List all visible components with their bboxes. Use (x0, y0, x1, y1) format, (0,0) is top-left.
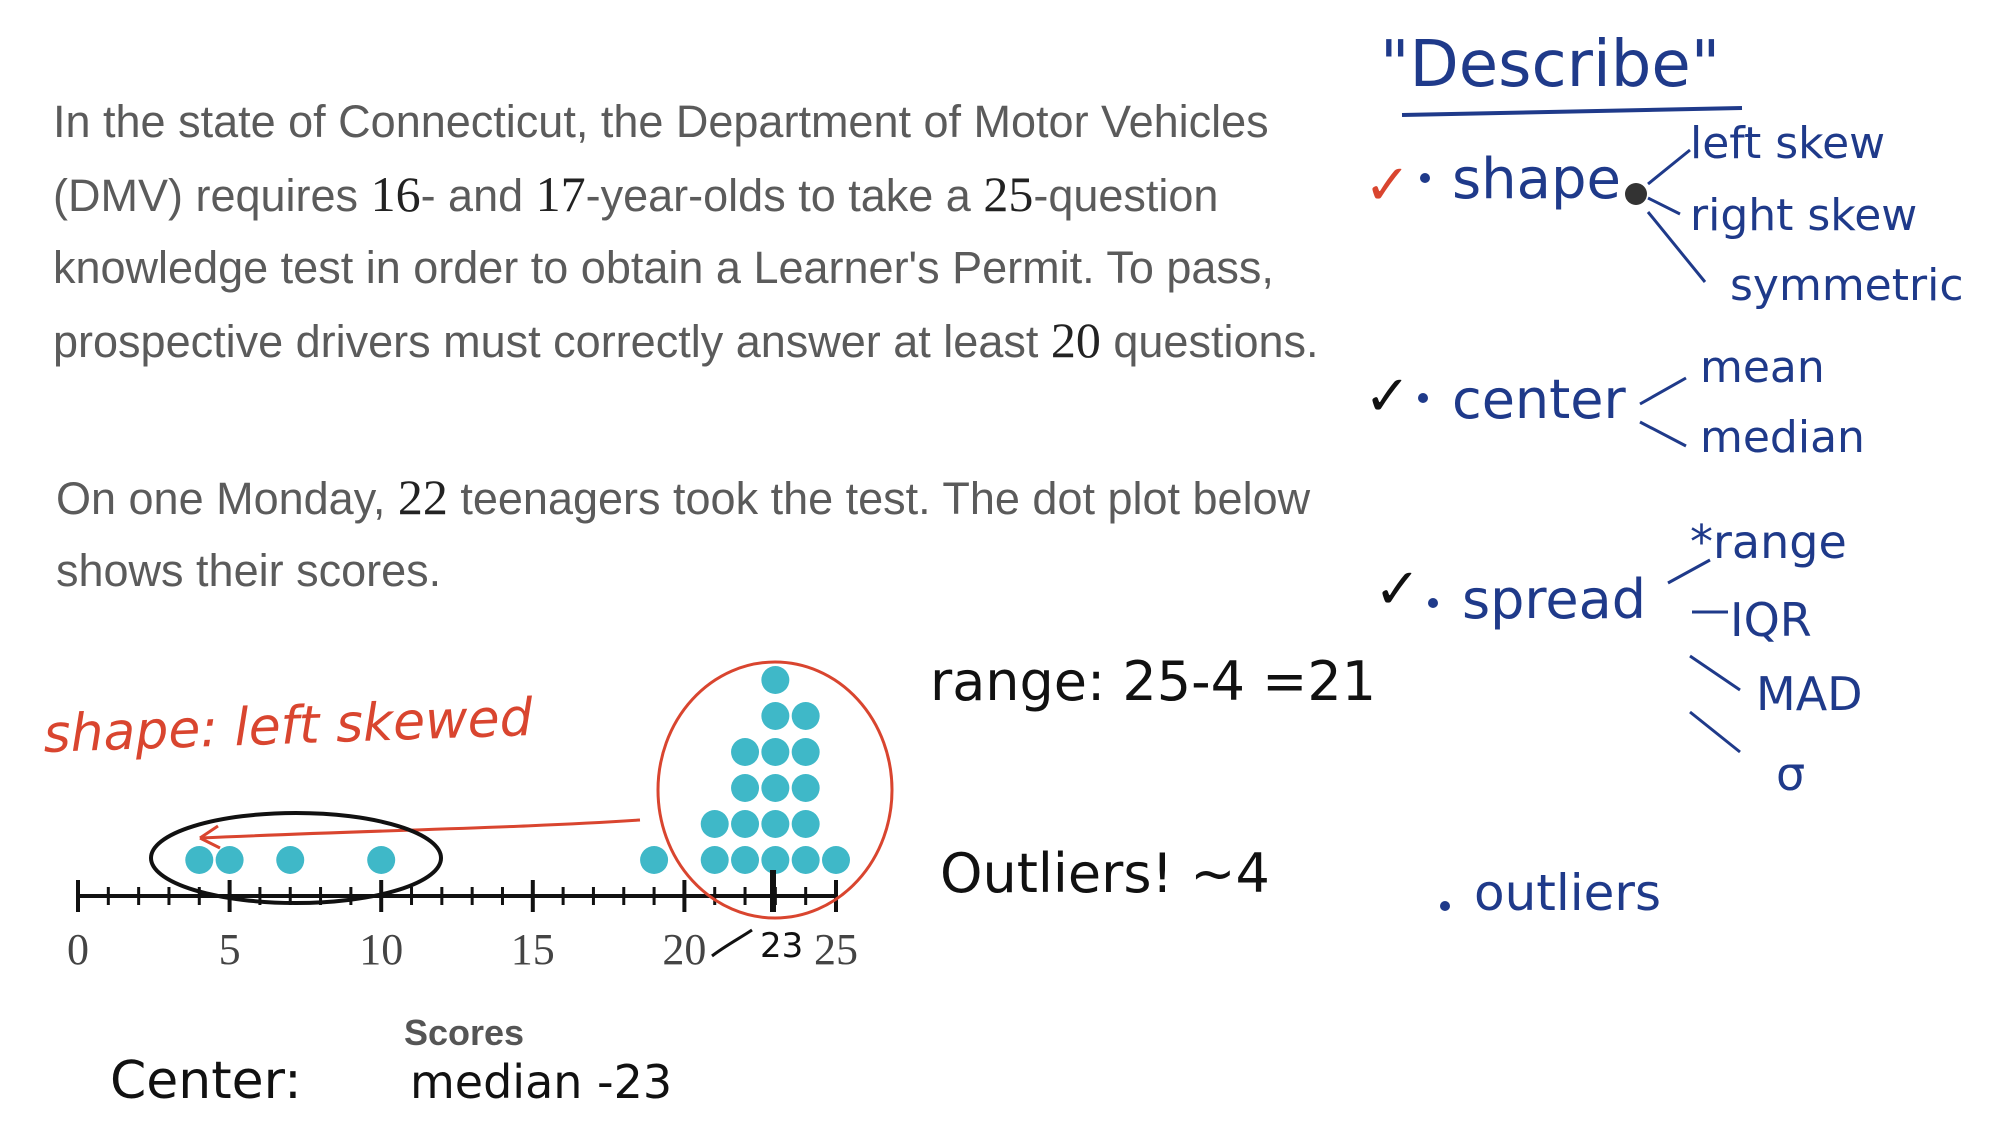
number-25: 25 (983, 166, 1034, 222)
problem-text: -question knowledge test in order to obtain a Learner's Permit. To pass, prospective drivers must correctly answer at least (53, 170, 1274, 367)
data-dot (701, 810, 729, 838)
median-tick-label: 23 (760, 926, 804, 966)
shape-opt-1: left skew (1690, 118, 1886, 169)
spread-branches (1668, 560, 1740, 752)
x-tick-label: 20 (662, 925, 707, 974)
shape-opt-2: right skew (1690, 190, 1918, 241)
spread-opt-2: IQR (1730, 593, 1812, 647)
x-tick-label: 5 (218, 925, 241, 974)
data-dot (761, 810, 789, 838)
shape-heading: shape (1452, 147, 1621, 212)
problem-text: - and (420, 170, 536, 221)
bullet (1418, 393, 1428, 403)
number-16: 16 (370, 166, 421, 222)
center-heading: center (1452, 368, 1626, 431)
data-dot (792, 738, 820, 766)
median-pointer (712, 930, 752, 956)
data-dot (761, 666, 789, 694)
data-dot (701, 846, 729, 874)
title-underline (1402, 108, 1742, 115)
number-22: 22 (397, 469, 448, 525)
x-axis-tick-labels (67, 925, 858, 974)
problem-text: In the state of Connecticut, the Department of Motor Vehicles (DMV) requires (53, 96, 1269, 221)
shape-note: shape: left skewed (42, 687, 534, 765)
center-branches (1640, 378, 1686, 446)
center-opt-2: median (1700, 412, 1865, 463)
data-dot (216, 846, 244, 874)
data-dot (731, 810, 759, 838)
problem-text: On one Monday, (56, 473, 398, 524)
data-dot (731, 846, 759, 874)
data-dot (761, 738, 789, 766)
shape-opt-3: symmetric (1730, 260, 1964, 311)
data-dot (761, 702, 789, 730)
center-value: median -23 (410, 1055, 673, 1109)
x-tick-label: 10 (359, 925, 404, 974)
data-dot (761, 774, 789, 802)
data-dot (731, 738, 759, 766)
problem-text: -year-olds to take a (585, 170, 984, 221)
data-dot (276, 846, 304, 874)
spread-opt-4: σ (1776, 747, 1806, 801)
data-dot (367, 846, 395, 874)
data-dot (185, 846, 213, 874)
x-tick-label: 0 (67, 925, 89, 974)
data-dot (792, 702, 820, 730)
spread-check: ✓ (1374, 557, 1421, 622)
bullet (1428, 598, 1438, 608)
data-dot (792, 846, 820, 874)
data-dot (761, 846, 789, 874)
branch-point (1625, 183, 1647, 205)
range-note: range: 25-4 =21 (930, 650, 1377, 713)
data-dot (792, 774, 820, 802)
data-dot (822, 846, 850, 874)
center-opt-1: mean (1700, 342, 1825, 393)
outliers-note: Outliers! ~4 (940, 842, 1270, 905)
spread-opt-3: MAD (1756, 667, 1863, 721)
describe-notes (1364, 28, 1964, 922)
spread-heading: spread (1462, 568, 1647, 631)
x-tick-label: 15 (510, 925, 555, 974)
x-axis-label: Scores (403, 1012, 525, 1053)
shape-check: ✓ (1364, 153, 1411, 218)
number-20: 20 (1050, 312, 1101, 368)
data-dot (640, 846, 668, 874)
number-17: 17 (535, 166, 586, 222)
problem-text: teenagers took the test. The dot plot below shows their scores. (56, 473, 1311, 596)
x-tick-label: 25 (814, 925, 858, 974)
spread-opt-1: *range (1690, 515, 1847, 569)
problem-text: questions. (1100, 316, 1319, 367)
data-dot (731, 774, 759, 802)
center-label: Center: (110, 1051, 302, 1111)
center-check: ✓ (1364, 364, 1411, 429)
data-dot (792, 810, 820, 838)
describe-title: "Describe" (1380, 28, 1721, 102)
bullet (1420, 173, 1430, 183)
bullet (1440, 901, 1450, 911)
outliers-heading: outliers (1474, 864, 1662, 922)
